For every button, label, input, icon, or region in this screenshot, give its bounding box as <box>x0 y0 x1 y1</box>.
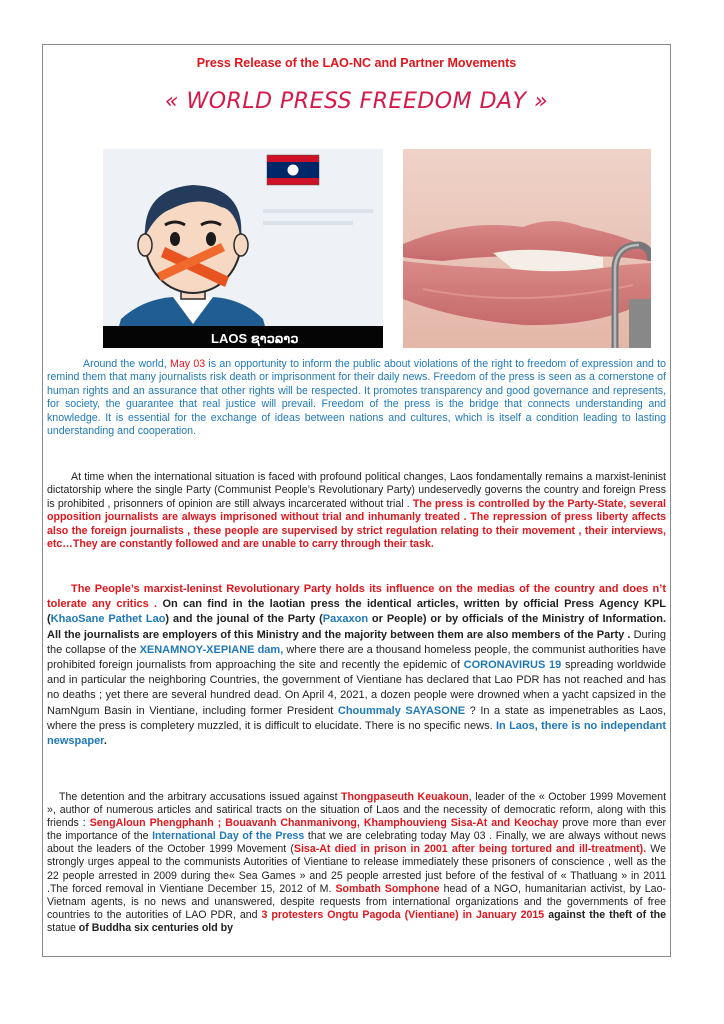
p3-text-c: ) and the jounal of the Party ( <box>165 613 323 626</box>
p4-text-c: prove more than ever the importance of the <box>47 817 666 843</box>
paragraph-party-media-control <box>47 582 666 749</box>
p3-president: Choummaly SAYASONE <box>337 704 466 717</box>
p3-no-newspaper: In Laos, there is no independant newspaper <box>47 719 666 748</box>
gagged-man-icon <box>103 149 383 348</box>
image-caption-laos: LAOS ຊາວລາວ <box>103 326 383 348</box>
p4-text-d: that we are celebrating today May 03 . Finally, we are always without news about the leaders of the October 1999 Movement ( <box>47 830 667 856</box>
p3-text-f: where there are a thousand homeless people, the communist authorities have prohibited foreign journalists from approaching the site and recently the epidemic of <box>47 643 667 672</box>
p1-text-b: is an opportunity to inform the public about violations of the right to freedom of expression and to remind them that many journalists risk death or imprisonment for their daily news. Freedom of the press is seen as a cornerstone of human rights and an assurance that other rights will be respected. It promotes transparency and good governance and represents, for society, the guarantee that real justice will prevail. Freedom of the press is the bridge that connects understanding and knowledge. It is essential for the exchange of ideas between nations and cultures, which is itself a condition leading to lasting understanding and cooperation. <box>47 358 666 438</box>
p2-text-a: At time when the international situation is faced with profound political changes, Laos fondamentally remains a marxist-leninist dictatorship where the single Party (Communist People’s Revolutionary Party) undeservedly governs the country and foreign Press is prohibited , prisonners of opinion are still always incarcerated without trial . <box>47 471 666 510</box>
p4-protesters: 3 protesters Ongtu Pagoda (Vientiane) in January 2015 <box>261 908 545 921</box>
p4-international-day: International Day of the Press <box>152 830 305 843</box>
p3-highlight: The People’s marxist-leninst Revolutionary Party holds its influence on the medias of the country and does n’t tolerate any critics . <box>47 583 666 611</box>
p3-dam: XENAMNOY-XEPIANE dam, <box>139 643 284 656</box>
p2-highlight: The press is controlled by the Party-State, several opposition journalists are always imprisoned without trial and inhumanly treated . The repression of press liberty affects also the foreign journalists , these people are supervised by strict regulation relating to their movement , their interviews, etc…They are constantly followed and are unable to carry through their task. <box>47 497 666 551</box>
p3-text-g: spreading worldwide and in particular the neighboring Countries, the government of Vientiane has declared that Lao PDR has not reached and has no deaths ; yet there are several hundred dead. On April 4, 2021, a dozen people were drowned when a yacht capsized in the NamNgum Basin in Vientiane, including former President <box>47 659 666 717</box>
p3-text-h: ? In a state as impenetrables as Laos, where the press is completery muzzled, it is difficult to elucidate. There is no specific news. <box>47 704 666 732</box>
p3-text-j: . <box>103 735 107 748</box>
p4-leader: Thongpaseuth Keuakoun <box>341 791 469 803</box>
paragraph-political-situation <box>47 471 666 551</box>
p4-text-i: of Buddha six centuries old by <box>75 921 234 934</box>
p3-text-e: During the collapse of the <box>47 628 666 656</box>
p4-text-g: against the theft of the <box>544 908 666 921</box>
p4-sombath: Sombath Somphone <box>335 882 440 895</box>
paragraph-press-freedom-intro <box>47 358 666 438</box>
p4-text-e: We strongly urges appeal to the communists Autorities of Vientiane to release immediately these prisoners of conscience , well as the 22 people arrested in 2009 during the« Sea Games » and 25 people arrested just before of the festival of « Thatluang » in 2011 .The forced removal in Vientiane December 15, 2012 of M. <box>47 843 666 895</box>
p3-text-b: On can find in the laotian press the identical articles, written by official Press Agency KPL ( <box>47 598 667 626</box>
p1-date: May 03 <box>170 358 206 370</box>
p4-text-b: , leader of the « October 1999 Movement », author of numerous articles and satirical tracts on the situation of Laos and the necessity of democratic reform, along with this friends : <box>47 791 667 830</box>
locked-lips-photo <box>403 149 651 348</box>
p4-text-a: The detention and the arbitrary accusations issued against <box>59 791 342 803</box>
p3-coronavirus: CORONAVIRUS 19 <box>463 659 562 672</box>
p4-text-f: head of a NGO, humanitarian activist, by Lao-Vietnam agents, is no news and unanswered, despite requests from international organizations and the governments of free countries to the autorities of LAO PDR, and <box>47 882 666 921</box>
gagged-journalist-illustration <box>103 149 383 348</box>
press-release-subtitle: Press Release of the LAO-NC and Partner Movements <box>196 56 517 70</box>
p4-sisaat: Sisa-At died in prison in 2001 after being tortured and ill-treatment). <box>293 843 647 856</box>
p4-text-h: statue <box>47 921 76 934</box>
p1-text-a: Around the world, <box>83 358 171 370</box>
p3-kpl: KhaoSane Pathet Lao <box>50 613 166 626</box>
page-title: « WORLD PRESS FREEDOM DAY » <box>164 89 549 114</box>
paragraph-detentions <box>47 791 666 935</box>
p3-paxaxon: Paxaxon <box>322 613 369 626</box>
p4-friends: SengAloun Phengphanh ; Bouavanh Chanmanivong, Khamphouvieng Sisa-At and Keochay <box>89 817 559 830</box>
press-release-page <box>42 44 671 957</box>
lips-padlock-icon <box>403 149 651 348</box>
p3-text-d: or People) or by officials of the Ministry of Information. All the journalists are employers of this Ministry and the majority between them are also members of the Party . <box>47 613 667 641</box>
